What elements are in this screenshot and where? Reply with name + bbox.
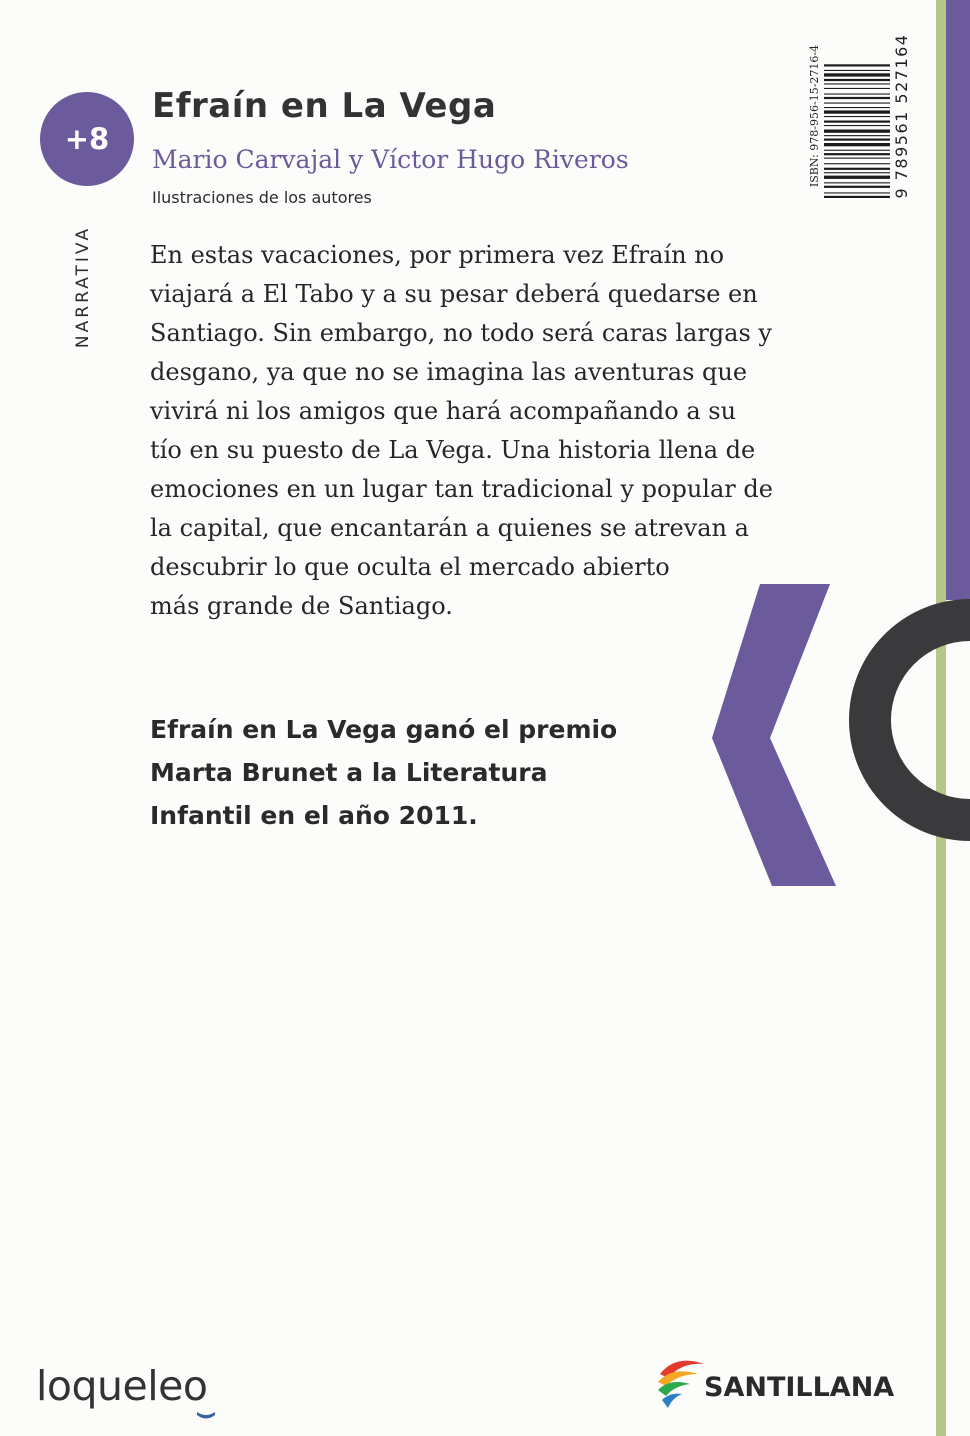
- barcode-bar: [824, 107, 890, 108]
- bracket-shape: [712, 584, 836, 886]
- spine-edge-purple: [946, 0, 970, 600]
- book-title: Efraín en La Vega: [152, 86, 497, 126]
- award-line: Marta Brunet a la Literatura: [150, 758, 548, 787]
- barcode-bar: [824, 186, 890, 188]
- synopsis-line: desgano, ya que no se imagina las aventuras que: [150, 358, 748, 386]
- award-line: Infantil en el año 2011.: [150, 801, 478, 830]
- barcode-bar: [824, 150, 890, 151]
- barcode-bar: [824, 125, 890, 126]
- barcode-bar: [824, 172, 890, 173]
- barcode-bar: [824, 70, 890, 71]
- collection-logo-graphic: [700, 570, 970, 900]
- barcode-bar: [824, 130, 890, 133]
- ring-shape: [870, 620, 970, 820]
- barcode-bar: [824, 94, 890, 95]
- barcode-bar: [824, 158, 890, 159]
- barcode-bars: [824, 32, 890, 200]
- genre-label-wrap: [68, 212, 98, 362]
- award-statement: [150, 708, 617, 837]
- santillana-logo: [654, 1352, 894, 1422]
- barcode-bar: [824, 163, 890, 164]
- santillana-icon: [654, 1352, 710, 1412]
- synopsis-line: viajará a El Tabo y a su pesar deberá quedarse en: [150, 280, 758, 308]
- barcode-rotated: [808, 28, 918, 204]
- award-line: Efraín en La Vega ganó el premio: [150, 715, 618, 744]
- age-badge: +8: [40, 92, 134, 186]
- barcode-bar: [824, 176, 890, 179]
- book-authors: Mario Carvajal y Víctor Hugo Riveros: [152, 145, 629, 174]
- synopsis: [150, 236, 820, 626]
- barcode-bar: [824, 196, 890, 198]
- barcode-bar: [824, 135, 890, 136]
- synopsis-line: descubrir lo que oculta el mercado abierto: [150, 553, 670, 581]
- barcode-bar: [824, 79, 890, 81]
- synopsis-line: emociones en un lugar tan tradicional y popular de: [150, 475, 773, 503]
- barcode-bar: [824, 143, 890, 146]
- loqueleo-logo: loqueleo: [36, 1362, 208, 1410]
- barcode-bar: [824, 73, 890, 76]
- barcode-bar: [824, 116, 890, 117]
- synopsis-line: la capital, que encantarán a quienes se atrevan a: [150, 514, 749, 542]
- synopsis-line: En estas vacaciones, por primera vez Efraín no: [150, 241, 725, 269]
- synopsis-line: vivirá ni los amigos que hará acompañando a su: [150, 397, 737, 425]
- synopsis-line: más grande de Santiago.: [150, 592, 453, 620]
- synopsis-line: tío en su puesto de La Vega. Una historia llena de: [150, 436, 756, 464]
- barcode-bar: [824, 103, 890, 104]
- barcode-bar: [824, 139, 890, 141]
- book-illustrations-credit: Ilustraciones de los autores: [152, 188, 372, 207]
- barcode-bar: [824, 64, 890, 66]
- barcode-block: [808, 28, 918, 204]
- barcode-bar: [824, 121, 890, 123]
- barcode-bar: [824, 153, 890, 155]
- barcode-bar: [824, 168, 890, 170]
- loqueleo-book-icon: [196, 1410, 216, 1422]
- barcode-bar: [824, 182, 890, 183]
- isbn-text: ISBN: 978-956-15-2716-4: [808, 44, 821, 188]
- barcode-bar: [824, 110, 890, 113]
- barcode-bar: [824, 88, 890, 89]
- genre-label: NARRATIVA: [73, 225, 93, 349]
- ean-digits: 9 789561 527164: [892, 33, 911, 199]
- santillana-wordmark: SANTILLANA: [704, 1372, 895, 1403]
- barcode-bar: [824, 83, 890, 84]
- synopsis-line: Santiago. Sin embargo, no todo será caras largas y: [150, 319, 772, 347]
- barcode-bar: [824, 97, 890, 99]
- barcode-bar: [824, 192, 890, 193]
